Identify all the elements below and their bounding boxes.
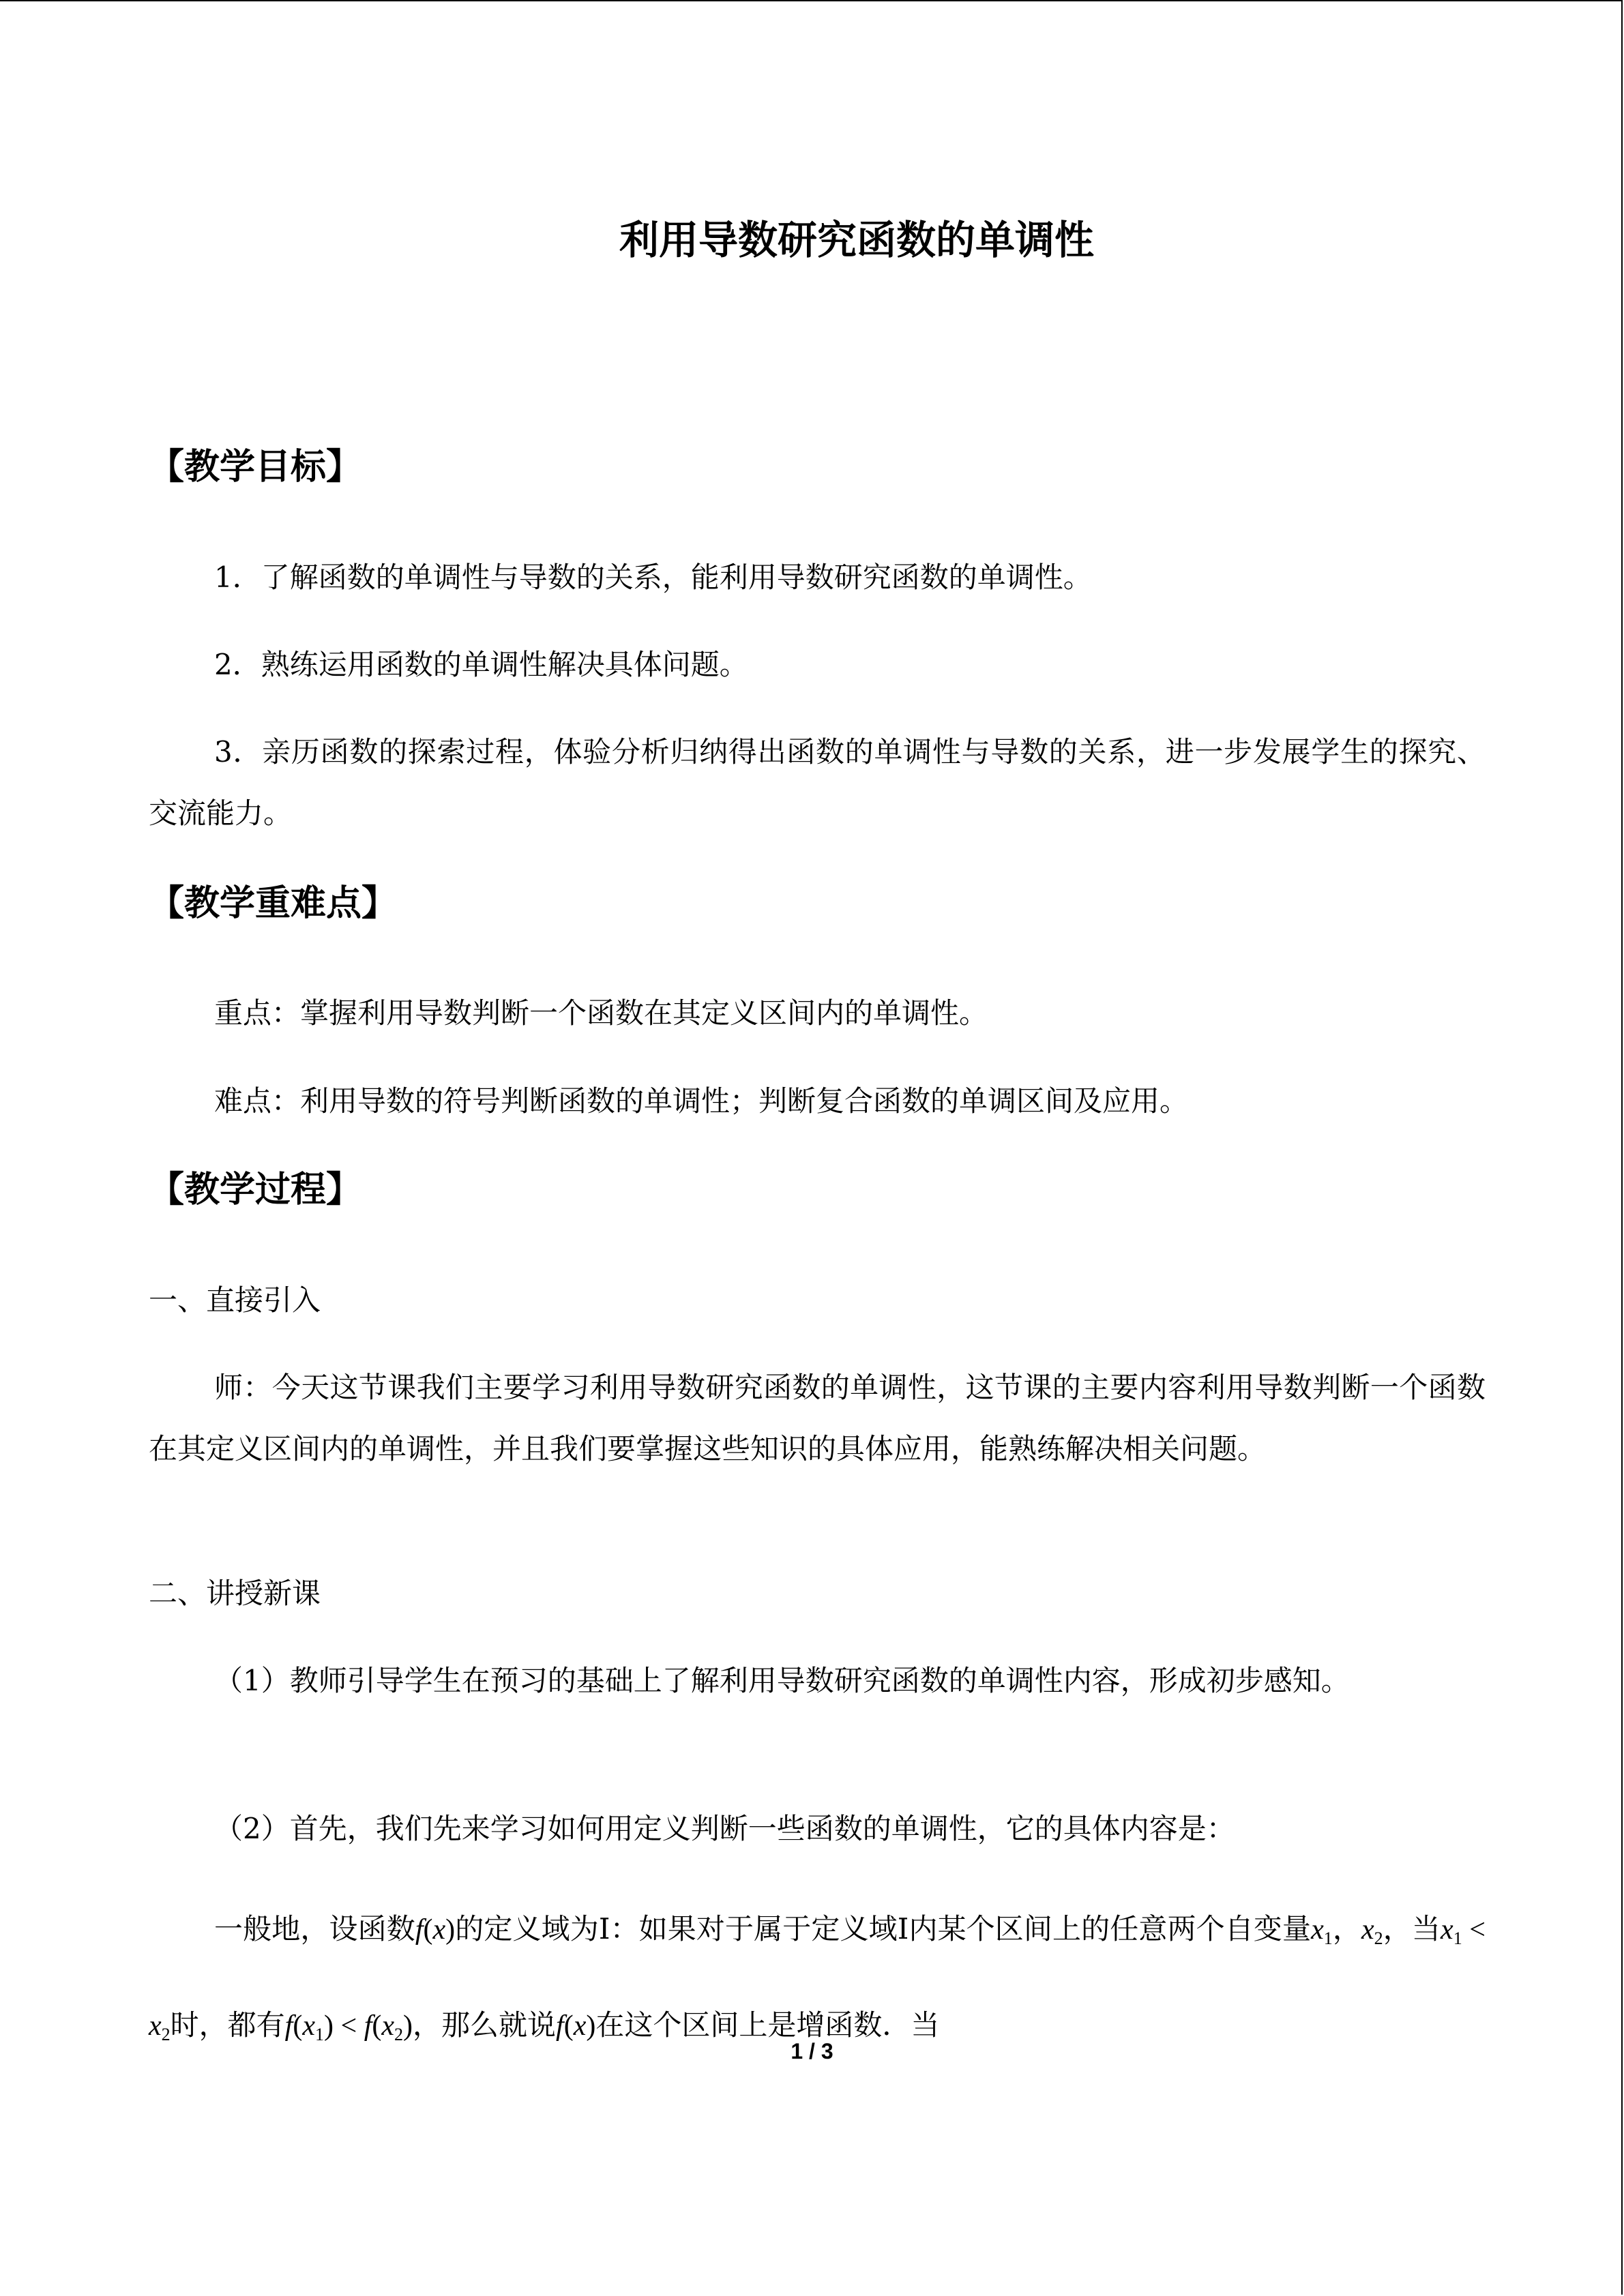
objective-item-2: 2．熟练运用函数的单调性解决具体问题。 [214, 648, 748, 681]
monotonicity-definition: 一般地，设函数f(x)的定义域为I：如果对于属于定义域I内某个区间上的任意两个自变量$x_1$，$x_2$，当$x_1 < x_2$时，都有$f(x_1) < f(x_2)$，那么就说f(x)在这个区间上是增函数．当 [149, 1912, 1486, 2044]
process-part2-step2: （2）首先，我们先来学习如何用定义判断一些函数的单调性，它的具体内容是： [214, 1812, 1235, 1845]
formula-x2: $x_2$ [1361, 1914, 1383, 1948]
objectives-heading: 【教学目标】 [149, 447, 362, 488]
key-point-focus: 重点：掌握利用导数判断一个函数在其定义区间内的单调性。 [214, 996, 988, 1030]
formula-x1: $x_1$ [1311, 1914, 1333, 1948]
process-heading: 【教学过程】 [149, 1169, 362, 1210]
process-part1-title: 一、直接引入 [149, 1283, 321, 1317]
page-number: 1 / 3 [791, 2039, 833, 2063]
objective-item-1: 1．了解函数的单调性与导数的关系，能利用导数研究函数的单调性。 [214, 561, 1092, 594]
process-part2-step1: （1）教师引导学生在预习的基础上了解利用导数研究函数的单调性内容，形成初步感知。 [214, 1664, 1350, 1697]
formula-f-of-x: f(x) [415, 1914, 456, 1945]
process-part2-title: 二、讲授新课 [149, 1577, 321, 1610]
key-points-heading: 【教学重难点】 [149, 883, 398, 924]
document-title: 利用导数研究函数的单调性 [619, 217, 1094, 263]
formula-x1-less-than-x2: $x_1 < x_2$ [149, 1914, 1486, 2044]
objective-item-3: 3．亲历函数的探索过程，体验分析归纳得出函数的单调性与导数的关系，进一步发展学生的探究、交流能力。 [149, 735, 1486, 830]
formula-f-x1-less-than-f-x2: $f(x_1) < f(x_2)$ [284, 2010, 413, 2044]
formula-f-of-x-2: f(x) [556, 2010, 596, 2042]
process-part1-text: 师：今天这节课我们主要学习利用导数研究函数的单调性，这节课的主要内容利用导数判断一个函数在其定义区间内的单调性，并且我们要掌握这些知识的具体应用，能熟练解决相关问题。 [149, 1371, 1486, 1465]
key-point-difficulty: 难点：利用导数的符号判断函数的单调性；判断复合函数的单调区间及应用。 [214, 1084, 1189, 1118]
